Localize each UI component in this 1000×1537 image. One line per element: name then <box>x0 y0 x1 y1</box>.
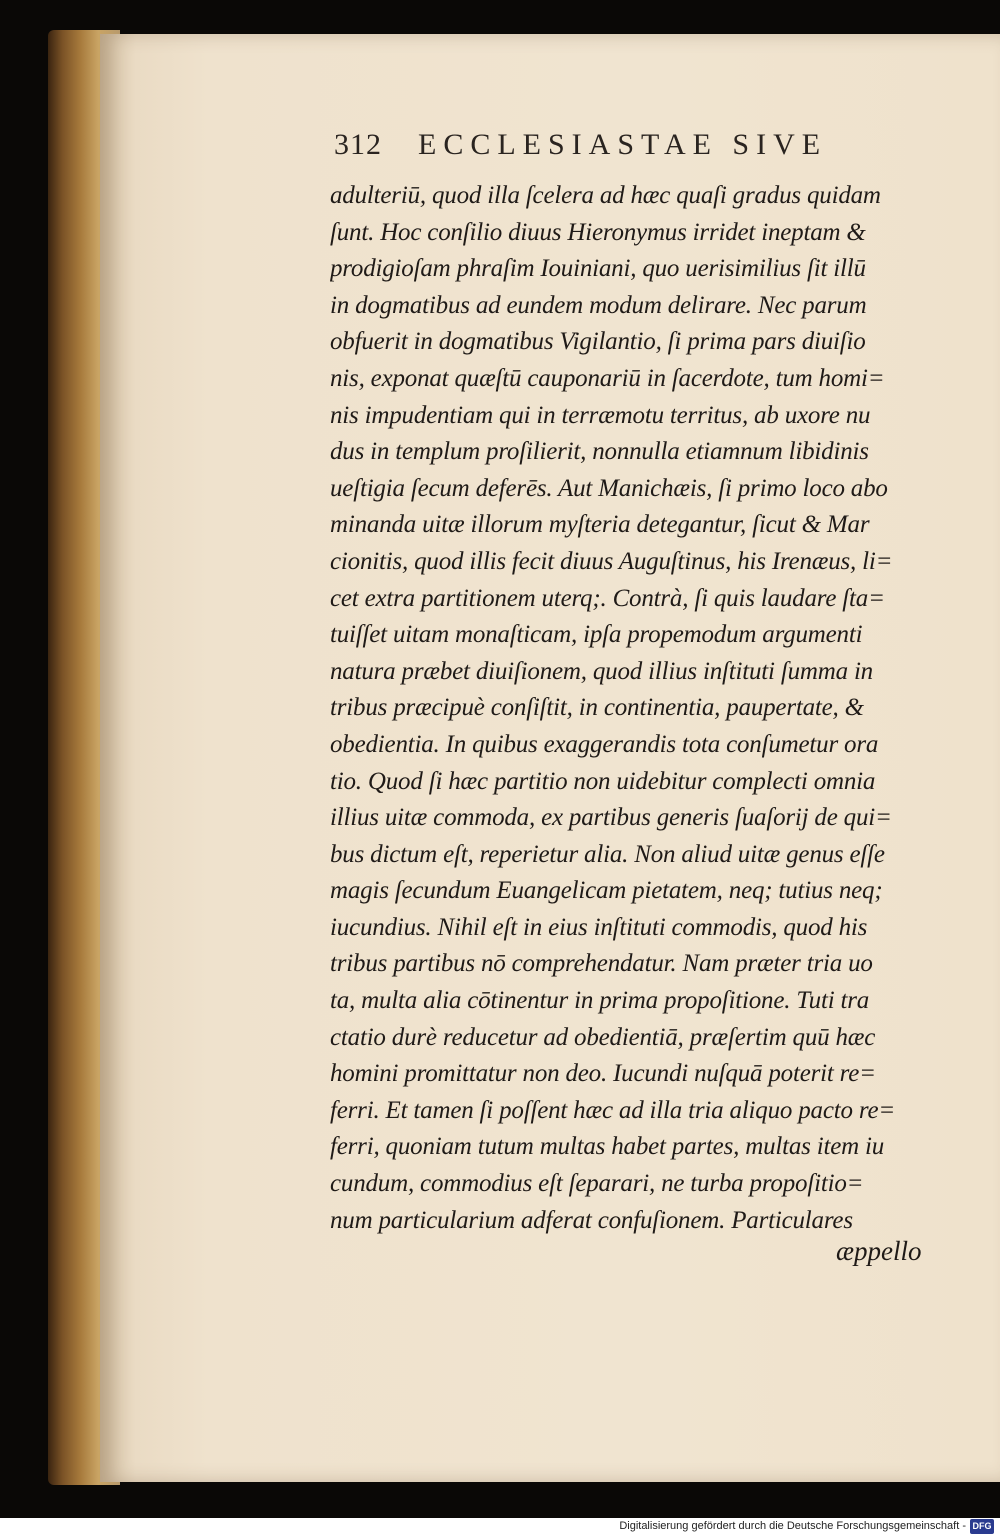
text-line: natura præbet diuiſionem, quod illius inſtituti ſumma in <box>330 657 873 685</box>
text-line: tio. Quod ſi hæc partitio non uidebitur complecti omnia <box>330 767 876 795</box>
text-line: minanda uitæ illorum myſteria detegantur, ſicut & Mar <box>330 511 870 539</box>
text-line: tuiſſet uitam monaſticam, ipſa propemodum argumenti <box>330 621 863 649</box>
text-line: dus in templum proſilierit, nonnulla etiamnum libidinis <box>330 438 869 466</box>
text-line: bus dictum eſt, reperietur alia. Non aliud uitæ genus eſſe <box>330 840 885 868</box>
text-line: nis impudentiam qui in terræmotu territus, ab uxore nu <box>330 401 871 429</box>
text-line: cionitis, quod illis fecit diuus Auguſtinus, his Irenæus, li= <box>330 547 893 575</box>
dfg-logo-icon: DFG <box>970 1519 994 1534</box>
running-title: ECCLESIASTAE SIVE <box>418 128 828 161</box>
text-line: obfuerit in dogmatibus Vigilantio, ſi prima pars diuiſio <box>330 328 866 356</box>
text-line: tribus præcipuè conſiſtit, in continentia, paupertate, & <box>330 694 864 722</box>
catchword: æppello <box>836 1236 922 1266</box>
text-line: in dogmatibus ad eundem modum delirare. Nec parum <box>330 291 867 319</box>
text-line: ferri. Et tamen ſi poſſent hæc ad illa tria aliquo pacto re= <box>330 1096 896 1124</box>
text-line: prodigioſam phraſim Iouiniani, quo uerisimilius ſit illū <box>330 255 866 283</box>
text-line: homini promittatur non deo. Iucundi nuſquā poterit re= <box>330 1060 876 1088</box>
text-line: ctatio durè reducetur ad obedientiā, præſertim quū hæc <box>330 1023 876 1051</box>
footer-credit: Digitalisierung gefördert durch die Deutsche Forschungsgemeinschaft - <box>619 1520 966 1532</box>
text-line: adulteriū, quod illa ſcelera ad hæc quaſi gradus quidam <box>330 182 881 209</box>
text-line: nis, exponat quæſtū cauponariū in ſacerdote, tum homi= <box>330 364 885 392</box>
text-line: magis ſecundum Euangelicam pietatem, neq; tutius neq; <box>330 877 883 905</box>
text-line: tribus partibus nō comprehendatur. Nam præter tria uo <box>330 950 873 978</box>
text-line: iucundius. Nihil eſt in eius inſtituti commodis, quod his <box>330 913 868 941</box>
text-line: cet extra partitionem uterq;. Contrà, ſi quis laudare ſta= <box>330 584 885 612</box>
text-line: ueſtigia ſecum deferēs. Aut Manichæis, ſi primo loco abo <box>330 474 888 502</box>
page-header <box>334 128 954 172</box>
text-line: num particularium adferat confuſionem. Particulares <box>330 1206 853 1234</box>
text-line: ferri, quoniam tutum multas habet partes, multas item iu <box>330 1133 885 1161</box>
text-line: obedientia. In quibus exaggerandis tota conſumetur ora <box>330 730 879 758</box>
text-line: ſunt. Hoc conſilio diuus Hieronymus irridet ineptam & <box>330 218 866 246</box>
page-number: 312 <box>334 128 382 161</box>
body-text <box>330 178 950 1239</box>
text-line: ta, multa alia cōtinentur in prima propoſitione. Tuti tra <box>330 987 870 1015</box>
text-line: cundum, commodius eſt ſeparari, ne turba propoſitio= <box>330 1170 864 1198</box>
text-line: illius uitæ commoda, ex partibus generis ſuaſorij de qui= <box>330 804 892 832</box>
